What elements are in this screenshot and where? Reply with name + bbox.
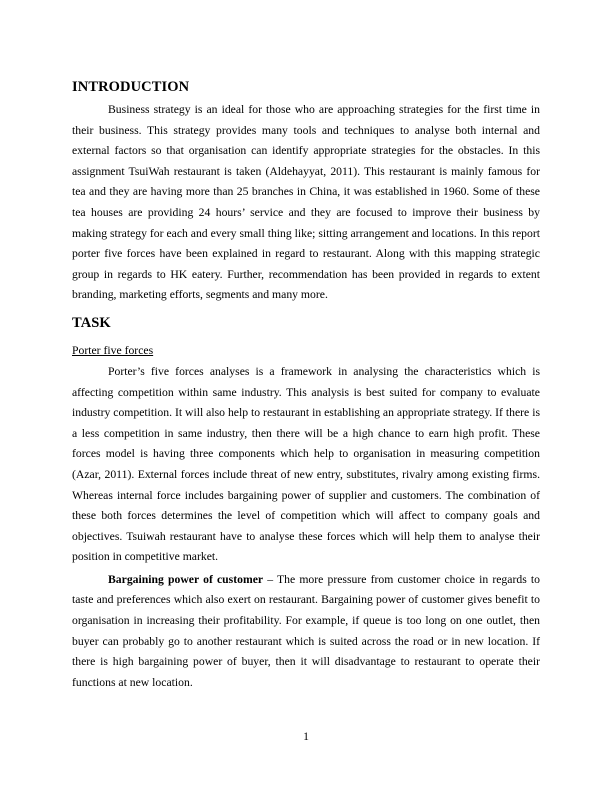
page-number: 1: [303, 730, 309, 743]
bargaining-paragraph: [72, 570, 540, 694]
task-heading: TASK: [72, 314, 111, 331]
bargaining-title: Bargaining power of customer: [108, 572, 264, 586]
introduction-paragraph: Business strategy is an ideal for those who are approaching strategies for the first time in their business. This strategy provides many tools and techniques to analyse both internal and external factors so that organisation can identify appropriate strategies for the obstacles. In this assignment TsuiWah restaurant is taken (Aldehayyat, 2011). This restaurant is mainly famous for tea and they are having more than 25 branches in China, it was established in 1960. Some of these tea houses are providing 24 hours’ service and they are focused to improve their business by making strategy for each and every small thing like; sitting arrangement and locations. In this report porter five forces have been explained in regard to restaurant. Along with this mapping strategic group in regards to HK eatery. Further, recommendation has been provided in regards to extent branding, marketing efforts, segments and many more.: [72, 103, 541, 302]
porter-paragraph: Porter’s five forces analyses is a framework in analysing the characteristics which is affecting competition within same industry. This analysis is best suited for company to evaluate industry competition. It will also help to restaurant in establishing an appropriate strategy. If there is a less competition in same industry, then there will be a high chance to earn high profit. These forces model is having three components which help to organisation in measuring competition (Azar, 2011). External forces include threat of new entry, substitutes, rivalry among existing firms. Whereas internal force includes bargaining power of supplier and customers. The combination of these both forces determines the level of competition which will affect to company goals and objectives. Tsuiwah restaurant have to analyse these forces which will help them to analyse their position in competitive market.: [72, 364, 540, 564]
bargaining-text: – The more pressure from customer choice in regards to taste and preferences which also exert on restaurant. Bargaining power of customer gives benefit to organisation in increasing their profitability. For example, if queue is too long on one outlet, then buyer can probably go to another restaurant which is suited across the road or in new location. If there is high bargaining power of buyer, then it will disadvantage to restaurant to operate their functions at new location.: [72, 572, 540, 689]
document-page: [72, 78, 540, 693]
introduction-heading: INTRODUCTION: [72, 79, 190, 95]
porter-subheading: Porter five forces: [72, 343, 154, 357]
